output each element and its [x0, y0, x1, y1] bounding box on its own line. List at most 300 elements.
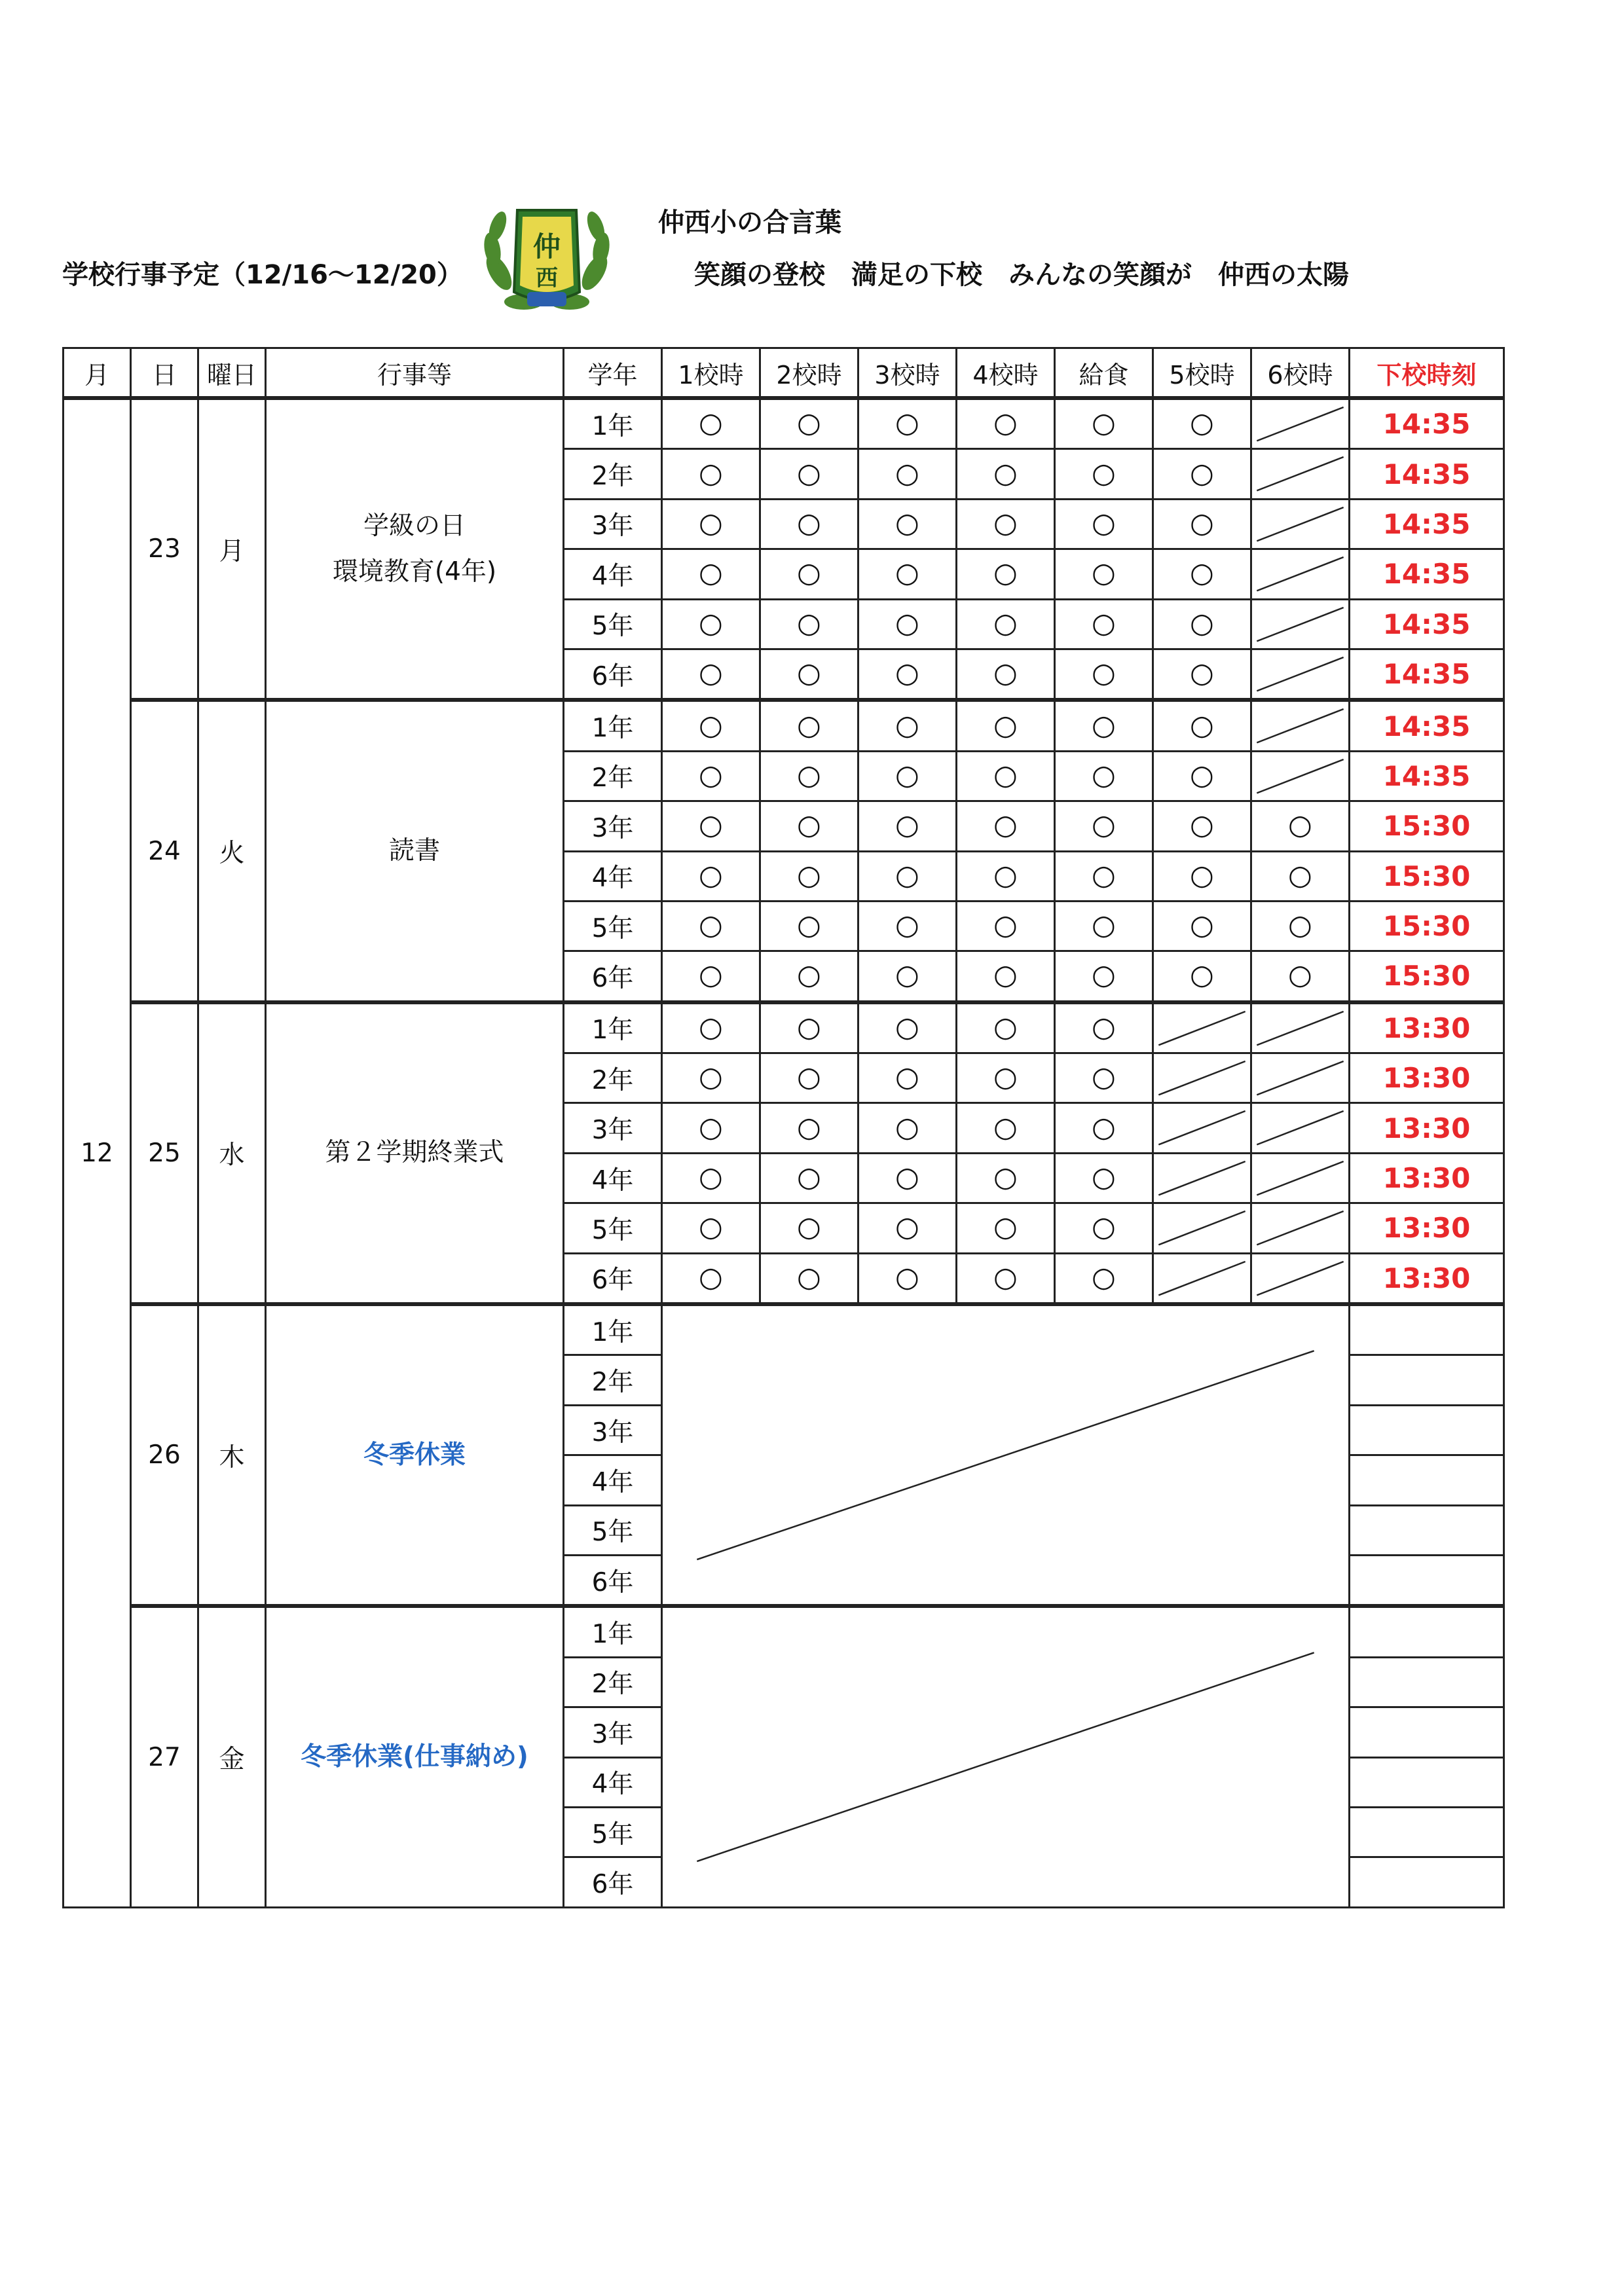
- slot-cell: [858, 599, 957, 649]
- slot-cell: [662, 398, 760, 449]
- slot-cell: [760, 700, 858, 751]
- leave-time-cell: [1350, 1555, 1504, 1606]
- grade-cell: 6年: [564, 1857, 662, 1907]
- svg-text:西: 西: [536, 265, 558, 291]
- table-row: [64, 1002, 1504, 1053]
- class-mark: ○: [993, 1110, 1018, 1143]
- leave-time-cell: [1350, 1606, 1504, 1657]
- slot-cell: [760, 1203, 858, 1253]
- school-emblem-icon: [478, 194, 616, 328]
- leave-time-cell: [1350, 1807, 1504, 1857]
- leave-time-cell: 14:35: [1350, 700, 1504, 751]
- leave-time-cell: [1350, 1505, 1504, 1555]
- slash-mark: [1154, 1254, 1250, 1302]
- grade-cell: 2年: [564, 449, 662, 499]
- slot-cell: [957, 649, 1055, 700]
- no-class-cell: [1153, 1103, 1251, 1153]
- class-mark: ○: [1092, 1161, 1116, 1194]
- slash-mark: [1154, 1204, 1250, 1252]
- class-mark: ○: [993, 506, 1018, 539]
- slot-cell: [957, 700, 1055, 751]
- slot-cell: [858, 549, 957, 599]
- grade-cell: 3年: [564, 1103, 662, 1153]
- class-mark: ○: [1092, 1010, 1116, 1043]
- class-mark: ○: [699, 657, 723, 689]
- slot-cell: [1055, 801, 1153, 851]
- slash-mark: [1252, 500, 1348, 548]
- leave-time-cell: 13:30: [1350, 1203, 1504, 1253]
- slot-cell: [1055, 1002, 1153, 1053]
- no-class-cell: [1251, 1103, 1350, 1153]
- column-header: 行事等: [266, 348, 564, 399]
- slot-cell: [662, 599, 760, 649]
- table-row: [64, 398, 1504, 449]
- no-class-cell: [1251, 1253, 1350, 1304]
- class-mark: ○: [1190, 456, 1214, 489]
- slot-cell: [760, 1253, 858, 1304]
- slot-cell: [662, 1002, 760, 1053]
- leave-time-cell: 13:30: [1350, 1053, 1504, 1103]
- class-mark: ○: [1092, 758, 1116, 791]
- no-class-cell: [1251, 649, 1350, 700]
- slot-cell: [662, 700, 760, 751]
- class-mark: ○: [1190, 758, 1214, 791]
- class-mark: ○: [699, 909, 723, 941]
- slot-cell: [760, 951, 858, 1002]
- slot-cell: [858, 901, 957, 951]
- grade-cell: 4年: [564, 1455, 662, 1505]
- slot-cell: [662, 1153, 760, 1203]
- column-header: 下校時刻: [1350, 348, 1504, 399]
- grade-cell: 4年: [564, 1153, 662, 1203]
- table-row: [64, 1606, 1504, 1657]
- grade-cell: 3年: [564, 499, 662, 549]
- slot-cell: [858, 1103, 957, 1153]
- slot-cell: [957, 449, 1055, 499]
- leave-time-cell: 13:30: [1350, 1103, 1504, 1153]
- leave-time-cell: 15:30: [1350, 901, 1504, 951]
- schedule-title: 学校行事予定（12/16〜12/20）: [62, 260, 463, 290]
- motto-title: 仲西小の合言葉: [658, 208, 841, 238]
- slot-cell: [1055, 499, 1153, 549]
- leave-time-cell: 14:35: [1350, 649, 1504, 700]
- grade-cell: 6年: [564, 1253, 662, 1304]
- class-mark: ○: [895, 556, 919, 589]
- class-mark: ○: [797, 1260, 821, 1293]
- class-mark: ○: [1092, 1110, 1116, 1143]
- slot-cell: [662, 751, 760, 801]
- class-mark: ○: [895, 1061, 919, 1093]
- slot-cell: [957, 1002, 1055, 1053]
- column-header: 6校時: [1251, 348, 1350, 399]
- leave-time-cell: [1350, 1455, 1504, 1505]
- class-mark: ○: [1092, 909, 1116, 941]
- event-cell: [266, 398, 564, 700]
- class-mark: ○: [895, 708, 919, 741]
- class-mark: ○: [699, 456, 723, 489]
- class-mark: ○: [699, 1010, 723, 1043]
- class-mark: ○: [1190, 657, 1214, 689]
- slash-mark: [1252, 1154, 1348, 1202]
- event-text: 冬季休業: [363, 1440, 466, 1470]
- slot-cell: [858, 801, 957, 851]
- leave-time-cell: 14:35: [1350, 599, 1504, 649]
- slot-cell: [1251, 801, 1350, 851]
- event-cell: [266, 1304, 564, 1606]
- class-mark: ○: [993, 958, 1018, 991]
- slot-cell: [1055, 1153, 1153, 1203]
- class-mark: ○: [993, 456, 1018, 489]
- class-mark: ○: [699, 407, 723, 439]
- grade-cell: 1年: [564, 1606, 662, 1657]
- grade-cell: 4年: [564, 549, 662, 599]
- slot-cell: [1153, 700, 1251, 751]
- table-row: [64, 1304, 1504, 1355]
- class-mark: ○: [797, 708, 821, 741]
- column-header: 曜日: [198, 348, 266, 399]
- slot-cell: [858, 1203, 957, 1253]
- column-header: 学年: [564, 348, 662, 399]
- slot-cell: [1055, 751, 1153, 801]
- class-mark: ○: [797, 909, 821, 941]
- slash-mark: [663, 1608, 1348, 1906]
- class-mark: ○: [699, 1110, 723, 1143]
- slash-mark: [1252, 1254, 1348, 1302]
- slot-cell: [760, 1053, 858, 1103]
- no-class-cell: [1153, 1053, 1251, 1103]
- class-mark: ○: [1092, 506, 1116, 539]
- event-text: 環境教育(4年): [332, 556, 497, 587]
- table-row: [64, 700, 1504, 751]
- class-mark: ○: [1190, 407, 1214, 439]
- slot-cell: [858, 1002, 957, 1053]
- weekday-cell: 月: [198, 398, 266, 700]
- class-mark: ○: [1190, 909, 1214, 941]
- slot-cell: [662, 1203, 760, 1253]
- class-mark: ○: [699, 506, 723, 539]
- class-mark: ○: [1092, 456, 1116, 489]
- grade-cell: 2年: [564, 751, 662, 801]
- column-header: 4校時: [957, 348, 1055, 399]
- class-mark: ○: [699, 758, 723, 791]
- slot-cell: [1055, 649, 1153, 700]
- class-mark: ○: [993, 909, 1018, 941]
- date-cell: 27: [131, 1606, 198, 1907]
- slot-cell: [662, 649, 760, 700]
- slot-cell: [1153, 751, 1251, 801]
- leave-time-cell: [1350, 1355, 1504, 1405]
- leave-time-cell: 14:35: [1350, 449, 1504, 499]
- slot-cell: [957, 1153, 1055, 1203]
- weekday-cell: 金: [198, 1606, 266, 1907]
- grade-cell: 1年: [564, 1002, 662, 1053]
- class-mark: ○: [1288, 909, 1312, 941]
- grade-cell: 2年: [564, 1657, 662, 1707]
- class-mark: ○: [993, 858, 1018, 891]
- no-class-cell: [1251, 499, 1350, 549]
- class-mark: ○: [1190, 958, 1214, 991]
- slot-cell: [1055, 1203, 1153, 1253]
- class-mark: ○: [895, 1010, 919, 1043]
- class-mark: ○: [1092, 407, 1116, 439]
- slot-cell: [1153, 951, 1251, 1002]
- grade-cell: 6年: [564, 649, 662, 700]
- class-mark: ○: [993, 1061, 1018, 1093]
- slot-cell: [662, 1103, 760, 1153]
- slot-cell: [760, 1153, 858, 1203]
- leave-time-cell: 13:30: [1350, 1002, 1504, 1053]
- grade-cell: 3年: [564, 801, 662, 851]
- grade-cell: 2年: [564, 1355, 662, 1405]
- no-class-cell: [1251, 599, 1350, 649]
- class-mark: ○: [797, 657, 821, 689]
- class-mark: ○: [895, 958, 919, 991]
- class-mark: ○: [993, 1211, 1018, 1243]
- slash-mark: [1252, 450, 1348, 498]
- slot-cell: [957, 1253, 1055, 1304]
- slot-cell: [858, 649, 957, 700]
- class-mark: ○: [699, 858, 723, 891]
- grade-cell: 6年: [564, 951, 662, 1002]
- column-header: 5校時: [1153, 348, 1251, 399]
- slot-cell: [858, 851, 957, 901]
- class-mark: ○: [797, 1061, 821, 1093]
- grade-cell: 5年: [564, 901, 662, 951]
- class-mark: ○: [699, 1260, 723, 1293]
- column-header: 2校時: [760, 348, 858, 399]
- slot-cell: [1153, 851, 1251, 901]
- class-mark: ○: [797, 1211, 821, 1243]
- slot-cell: [858, 751, 957, 801]
- slot-cell: [760, 599, 858, 649]
- no-class-cell: [1251, 1002, 1350, 1053]
- class-mark: ○: [1092, 809, 1116, 841]
- slash-mark: [1252, 600, 1348, 648]
- slot-cell: [957, 901, 1055, 951]
- slash-mark: [1154, 1154, 1250, 1202]
- slot-cell: [1153, 398, 1251, 449]
- slash-mark: [1252, 1054, 1348, 1102]
- class-mark: ○: [699, 809, 723, 841]
- class-mark: ○: [895, 1260, 919, 1293]
- no-class-cell: [1251, 398, 1350, 449]
- no-class-cell: [1251, 1203, 1350, 1253]
- slot-cell: [1153, 901, 1251, 951]
- grade-cell: 5年: [564, 1807, 662, 1857]
- leave-time-cell: 13:30: [1350, 1153, 1504, 1203]
- slot-cell: [662, 951, 760, 1002]
- weekday-cell: 火: [198, 700, 266, 1002]
- class-mark: ○: [797, 506, 821, 539]
- class-mark: ○: [1092, 657, 1116, 689]
- column-header: 1校時: [662, 348, 760, 399]
- slot-cell: [662, 901, 760, 951]
- slash-mark: [1252, 550, 1348, 598]
- slot-cell: [1153, 549, 1251, 599]
- class-mark: ○: [1092, 1061, 1116, 1093]
- class-mark: ○: [1190, 606, 1214, 639]
- grade-cell: 5年: [564, 599, 662, 649]
- slot-cell: [957, 1053, 1055, 1103]
- class-mark: ○: [1092, 1211, 1116, 1243]
- class-mark: ○: [1092, 556, 1116, 589]
- leave-time-cell: [1350, 1405, 1504, 1455]
- slot-cell: [1055, 700, 1153, 751]
- class-mark: ○: [993, 556, 1018, 589]
- slot-cell: [957, 851, 1055, 901]
- slash-mark: [1252, 752, 1348, 800]
- slash-mark: [1252, 1204, 1348, 1252]
- class-mark: ○: [797, 556, 821, 589]
- class-mark: ○: [1092, 708, 1116, 741]
- event-text: 冬季休業(仕事納め): [301, 1742, 528, 1772]
- class-mark: ○: [993, 606, 1018, 639]
- class-mark: ○: [699, 606, 723, 639]
- slot-cell: [858, 499, 957, 549]
- class-mark: ○: [993, 657, 1018, 689]
- no-class-cell: [1153, 1002, 1251, 1053]
- class-mark: ○: [993, 1161, 1018, 1194]
- class-mark: ○: [797, 858, 821, 891]
- leave-time-cell: 14:35: [1350, 499, 1504, 549]
- leave-time-cell: 14:35: [1350, 751, 1504, 801]
- class-mark: ○: [797, 407, 821, 439]
- leave-time-cell: 14:35: [1350, 398, 1504, 449]
- motto-text: 笑顔の登校 満足の下校 みんなの笑顔が 仲西の太陽: [694, 260, 1349, 290]
- class-mark: ○: [895, 657, 919, 689]
- class-mark: ○: [1190, 858, 1214, 891]
- class-mark: ○: [699, 958, 723, 991]
- no-class-cell: [1153, 1153, 1251, 1203]
- class-mark: ○: [993, 809, 1018, 841]
- class-mark: ○: [895, 758, 919, 791]
- slot-cell: [957, 499, 1055, 549]
- slash-mark: [1154, 1104, 1250, 1152]
- weekday-cell: 木: [198, 1304, 266, 1606]
- column-header: 日: [131, 348, 198, 399]
- slot-cell: [1055, 449, 1153, 499]
- slot-cell: [957, 398, 1055, 449]
- class-mark: ○: [699, 556, 723, 589]
- no-class-cell: [1251, 1053, 1350, 1103]
- class-mark: ○: [1092, 1260, 1116, 1293]
- event-text: 第２学期終業式: [325, 1138, 504, 1168]
- grade-cell: 1年: [564, 398, 662, 449]
- leave-time-cell: [1350, 1304, 1504, 1355]
- event-cell: [266, 700, 564, 1002]
- slot-cell: [760, 499, 858, 549]
- class-mark: ○: [993, 758, 1018, 791]
- grade-cell: 1年: [564, 1304, 662, 1355]
- class-mark: ○: [797, 758, 821, 791]
- class-mark: ○: [895, 1110, 919, 1143]
- column-header: 3校時: [858, 348, 957, 399]
- slot-cell: [957, 549, 1055, 599]
- slot-cell: [1055, 1053, 1153, 1103]
- leave-time-cell: [1350, 1657, 1504, 1707]
- class-mark: ○: [1288, 958, 1312, 991]
- slash-mark: [1252, 702, 1348, 750]
- slot-cell: [760, 851, 858, 901]
- slot-cell: [662, 801, 760, 851]
- event-text: 読書: [388, 836, 440, 866]
- event-cell: [266, 1002, 564, 1304]
- grade-cell: 4年: [564, 851, 662, 901]
- slot-cell: [1055, 549, 1153, 599]
- slot-cell: [1153, 449, 1251, 499]
- slash-mark: [1252, 400, 1348, 448]
- class-mark: ○: [993, 407, 1018, 439]
- slot-cell: [662, 549, 760, 599]
- class-mark: ○: [1092, 858, 1116, 891]
- class-mark: ○: [1190, 708, 1214, 741]
- slot-cell: [760, 449, 858, 499]
- class-mark: ○: [797, 958, 821, 991]
- slot-cell: [957, 599, 1055, 649]
- slash-mark: [1154, 1004, 1250, 1052]
- header-row: [64, 348, 1504, 399]
- slot-cell: [760, 649, 858, 700]
- class-mark: ○: [699, 1161, 723, 1194]
- slot-cell: [760, 751, 858, 801]
- slot-cell: [662, 1053, 760, 1103]
- date-cell: 25: [131, 1002, 198, 1304]
- leave-time-cell: [1350, 1857, 1504, 1907]
- column-header: 給食: [1055, 348, 1153, 399]
- event-cell: [266, 1606, 564, 1907]
- vacation-block: [662, 1304, 1350, 1606]
- grade-cell: 6年: [564, 1555, 662, 1606]
- grade-cell: 3年: [564, 1707, 662, 1757]
- leave-time-cell: 14:35: [1350, 549, 1504, 599]
- slot-cell: [957, 1103, 1055, 1153]
- slot-cell: [957, 951, 1055, 1002]
- class-mark: ○: [797, 606, 821, 639]
- slash-mark: [1252, 1004, 1348, 1052]
- slot-cell: [1055, 851, 1153, 901]
- class-mark: ○: [1288, 858, 1312, 891]
- no-class-cell: [1251, 1153, 1350, 1203]
- event-text: 学級の日: [363, 511, 466, 541]
- grade-cell: 5年: [564, 1203, 662, 1253]
- slot-cell: [1153, 801, 1251, 851]
- slot-cell: [662, 499, 760, 549]
- month-cell: 12: [64, 398, 131, 1907]
- grade-cell: 1年: [564, 700, 662, 751]
- slot-cell: [1153, 499, 1251, 549]
- class-mark: ○: [895, 506, 919, 539]
- class-mark: ○: [895, 1211, 919, 1243]
- leave-time-cell: [1350, 1757, 1504, 1807]
- no-class-cell: [1153, 1253, 1251, 1304]
- class-mark: ○: [699, 1211, 723, 1243]
- slash-mark: [663, 1306, 1348, 1604]
- weekday-cell: 水: [198, 1002, 266, 1304]
- slot-cell: [1055, 398, 1153, 449]
- leave-time-cell: 15:30: [1350, 801, 1504, 851]
- slot-cell: [760, 549, 858, 599]
- class-mark: ○: [895, 858, 919, 891]
- no-class-cell: [1251, 449, 1350, 499]
- no-class-cell: [1153, 1203, 1251, 1253]
- leave-time-cell: 13:30: [1350, 1253, 1504, 1304]
- slash-mark: [1252, 650, 1348, 698]
- class-mark: ○: [1190, 556, 1214, 589]
- class-mark: ○: [797, 1010, 821, 1043]
- slot-cell: [858, 1053, 957, 1103]
- slot-cell: [858, 1253, 957, 1304]
- slot-cell: [957, 751, 1055, 801]
